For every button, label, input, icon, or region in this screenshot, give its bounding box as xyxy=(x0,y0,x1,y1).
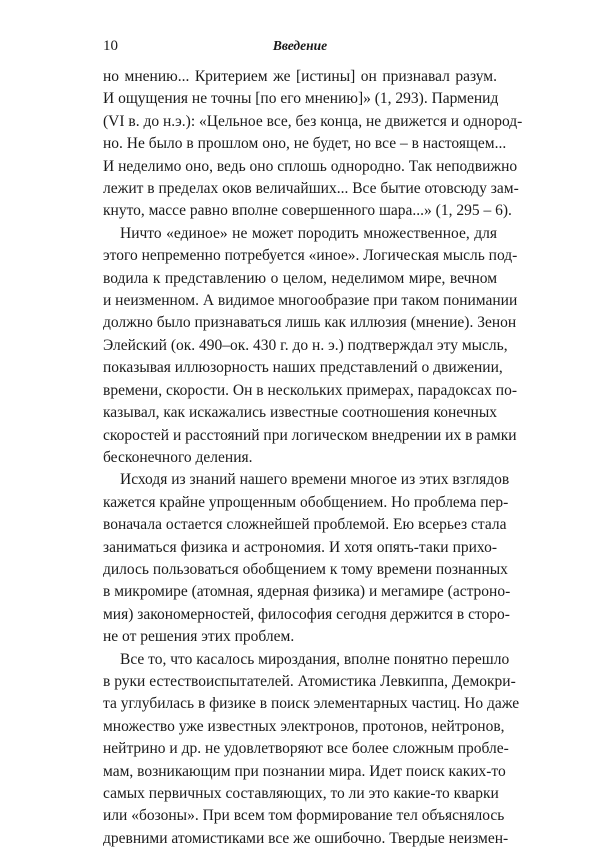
text-line: или «бозоны». При всем том формирование тел объяснялось xyxy=(103,807,505,825)
body-text xyxy=(103,66,523,850)
text-line: времени, скорости. Он в нескольких примерах, парадоксах по- xyxy=(103,381,517,399)
text-line: но мнению... Критерием же [истины] он признавал разум. xyxy=(103,68,497,85)
running-title: Введение xyxy=(272,38,328,53)
text-line: показывая иллюзорность наших представлений о движении, xyxy=(103,359,503,377)
text-line: лежит в пределах оков величайших... Все бытие отовсюду зам- xyxy=(103,180,519,198)
page-number: 10 xyxy=(103,38,118,54)
text-line: заниматься физика и астрономия. И хотя опять-таки прихо- xyxy=(103,538,497,556)
text-line: но. Не было в прошлом оно, не будет, но все – в настоящем... xyxy=(103,135,507,153)
text-line: кнуто, массе равно вполне совершенного шара...» (1, 295 – 6). xyxy=(103,202,512,220)
text-line: воначала остается сложнейшей проблемой. Ею всерьез стала xyxy=(103,516,507,534)
text-line: мам, возникающим при познании мира. Идет поиск каких-то xyxy=(103,762,506,780)
text-line: в микромире (атомная, ядерная физика) и мегамире (астроно- xyxy=(103,583,511,601)
text-line: древними атомистиками все же ошибочно. Твердые неизмен- xyxy=(103,829,509,847)
text-line: та углубилась в физике в поиск элементарных частиц. Но даже xyxy=(103,695,520,713)
text-line: водила к представлению о целом, неделимом мире, вечном xyxy=(103,269,497,287)
text-line: мия) закономерностей, философия сегодня держится в сторо- xyxy=(103,605,510,623)
text-line: Ничто «единое» не может породить множественное, для xyxy=(120,224,497,242)
text-line: и неизменном. А видимое многообразие при таком понимании xyxy=(103,292,518,310)
paragraph-2 xyxy=(103,223,518,469)
text-line: бесконечного деления. xyxy=(103,448,253,466)
text-line: казывал, как искажались известные соотношения конечных xyxy=(103,404,497,422)
text-line: Элейский (ок. 490–ок. 430 г. до н. э.) подтверждал эту мысль, xyxy=(103,336,508,354)
text-line: (VI в. до н.э.): «Цельное все, без конца, не движется и однород- xyxy=(103,112,523,130)
text-line: Исходя из знаний нашего времени многое из этих взглядов xyxy=(120,471,510,489)
text-line: И ощущения не точны [по его мнению]» (1, 293). Парменид xyxy=(103,90,499,108)
text-line: нейтрино и др. не удовлетворяют все более сложным пробле- xyxy=(103,740,509,758)
text-line: кажется крайне упрощенным обобщением. Но проблема пер- xyxy=(103,493,509,511)
text-line: скоростей и расстояний при логическом внедрении их в рамки xyxy=(103,426,517,444)
paragraph-1 xyxy=(103,66,523,223)
text-line: должно было признаваться лишь как иллюзия (мнение). Зенон xyxy=(103,314,517,332)
text-line: множество уже известных электронов, протонов, нейтронов, xyxy=(103,717,505,735)
text-line: самых первичных составляющих, то ли это какие-то кварки xyxy=(103,785,499,802)
paragraph-4 xyxy=(103,649,520,850)
paragraph-3 xyxy=(103,469,511,648)
text-line: в руки естествоиспытателей. Атомистика Левкиппа, Демокри- xyxy=(103,672,516,690)
text-line: дилось пользоваться обобщением к тому времени познанных xyxy=(103,560,508,578)
text-line: Все то, что касалось мироздания, вполне понятно перешло xyxy=(120,650,510,668)
text-line: не от решения этих проблем. xyxy=(103,628,295,646)
text-line: этого непременно потребуется «иное». Логическая мысль под- xyxy=(103,247,518,265)
page-header xyxy=(103,38,497,58)
text-line: И неделимо оно, ведь оно сплошь однородно. Так неподвижно xyxy=(103,157,518,175)
